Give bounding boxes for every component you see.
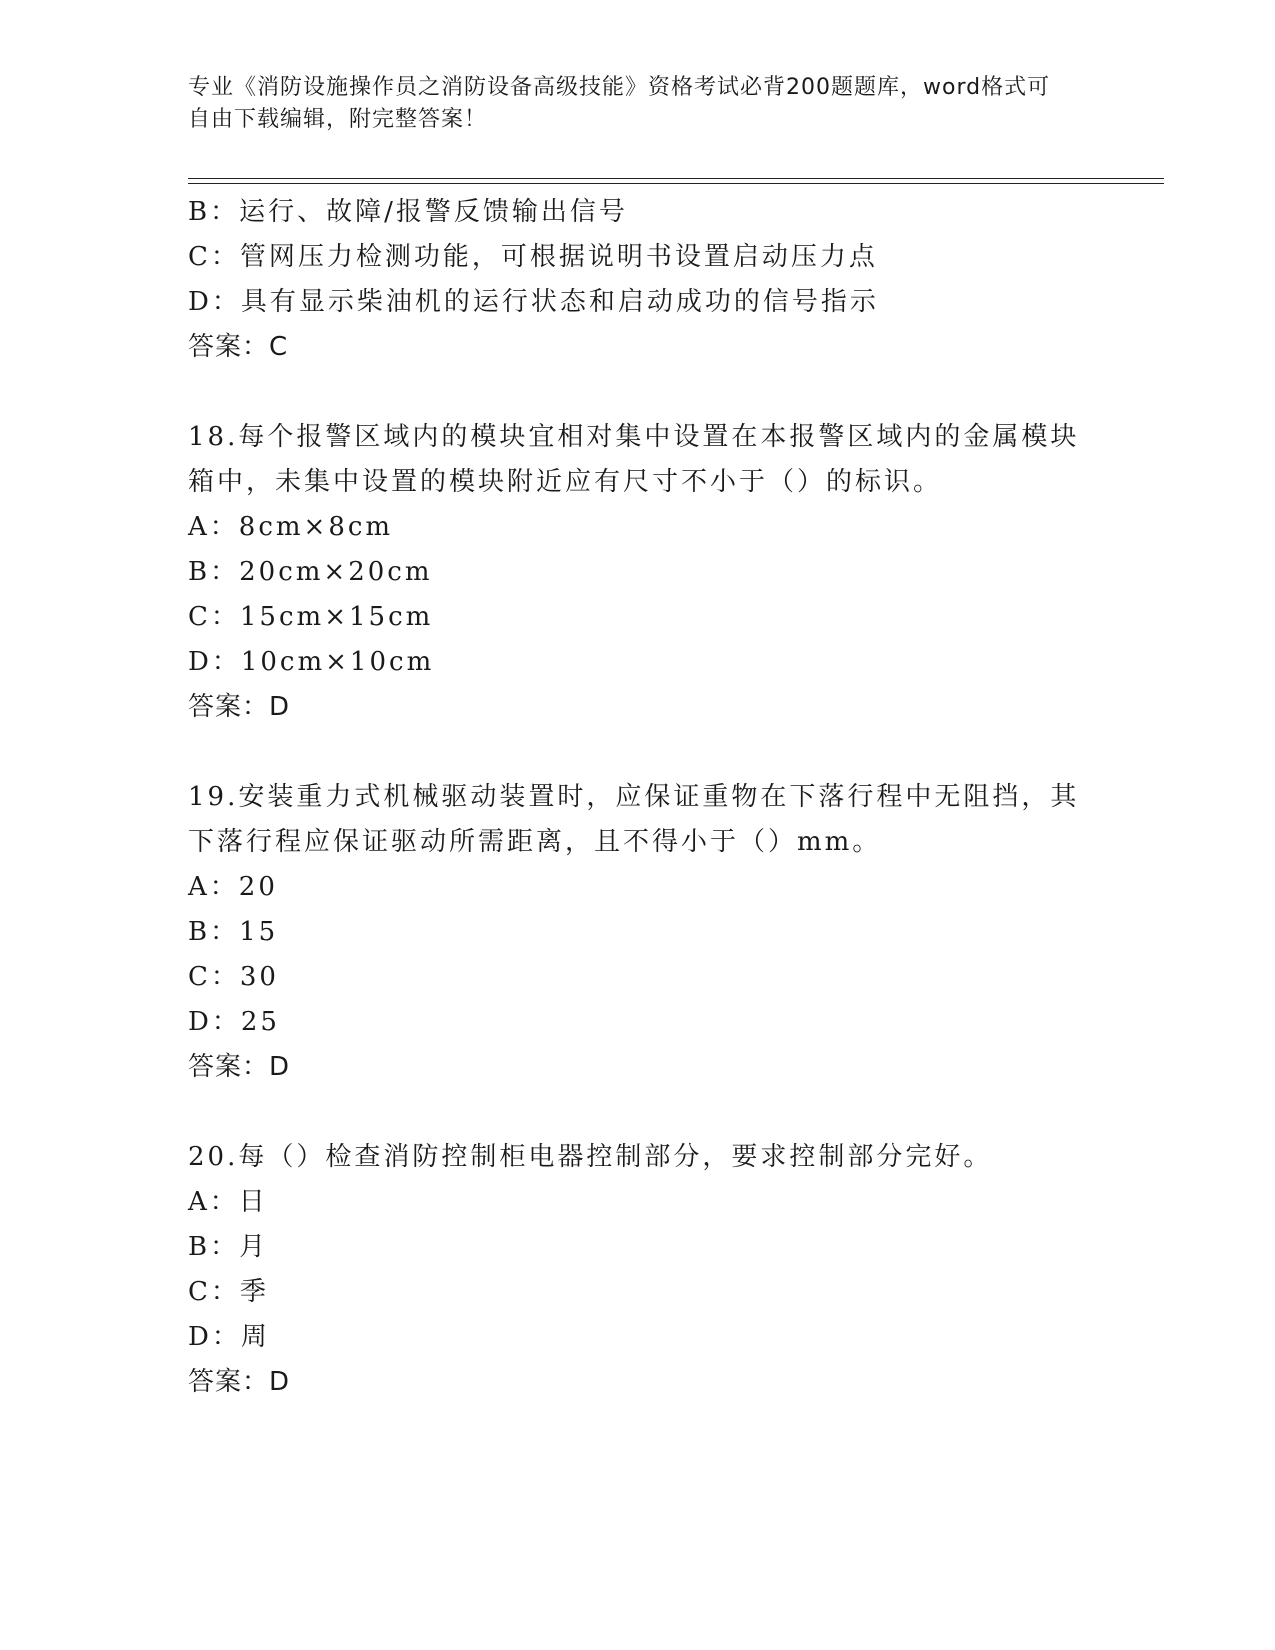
q20-stem-line1: 20.每（）检查消防控制柜电器控制部分，要求控制部分完好。 <box>188 1142 993 1172</box>
q20-option-d: D：周 <box>188 1322 270 1352</box>
q20-option-c: C：季 <box>188 1277 269 1307</box>
q19-answer: 答案：D <box>188 1052 291 1082</box>
q18-option-a: A：8cm×8cm <box>188 512 394 542</box>
q18-option-b: B：20cm×20cm <box>188 557 433 587</box>
q19-option-c: C：30 <box>188 962 279 992</box>
q19-option-b: B：15 <box>188 917 279 947</box>
q20-answer: 答案：D <box>188 1367 291 1397</box>
q18-option-c: C：15cm×15cm <box>188 602 434 632</box>
prev-question-option-b: B：运行、故障/报警反馈输出信号 <box>188 197 628 227</box>
prev-question-option-c: C：管网压力检测功能，可根据说明书设置启动压力点 <box>188 242 878 272</box>
header-divider-bottom <box>188 183 1164 184</box>
prev-question-option-d: D：具有显示柴油机的运行状态和启动成功的信号指示 <box>188 287 879 317</box>
document-header: 专业《消防设施操作员之消防设备高级技能》资格考试必背200题题库，word格式可自由下载编辑，附完整答案！ <box>188 75 1051 132</box>
prev-question-answer: 答案：C <box>188 332 289 362</box>
q18-answer: 答案：D <box>188 692 291 722</box>
q18-stem-line2: 箱中，未集中设置的模块附近应有尺寸不小于（）的标识。 <box>188 467 943 497</box>
q20-option-b: B：月 <box>188 1232 269 1262</box>
q18-option-d: D：10cm×10cm <box>188 647 435 677</box>
q19-option-a: A：20 <box>188 872 278 902</box>
q19-stem-line2: 下落行程应保证驱动所需距离，且不得小于（）mm。 <box>188 827 882 857</box>
q19-stem-line1: 19.安装重力式机械驱动装置时，应保证重物在下落行程中无阻挡，其 <box>188 782 1080 812</box>
q20-option-a: A：日 <box>188 1187 268 1217</box>
header-divider-top <box>188 178 1164 179</box>
q18-stem-line1: 18.每个报警区域内的模块宜相对集中设置在本报警区域内的金属模块 <box>188 422 1080 452</box>
q19-option-d: D：25 <box>188 1007 280 1037</box>
